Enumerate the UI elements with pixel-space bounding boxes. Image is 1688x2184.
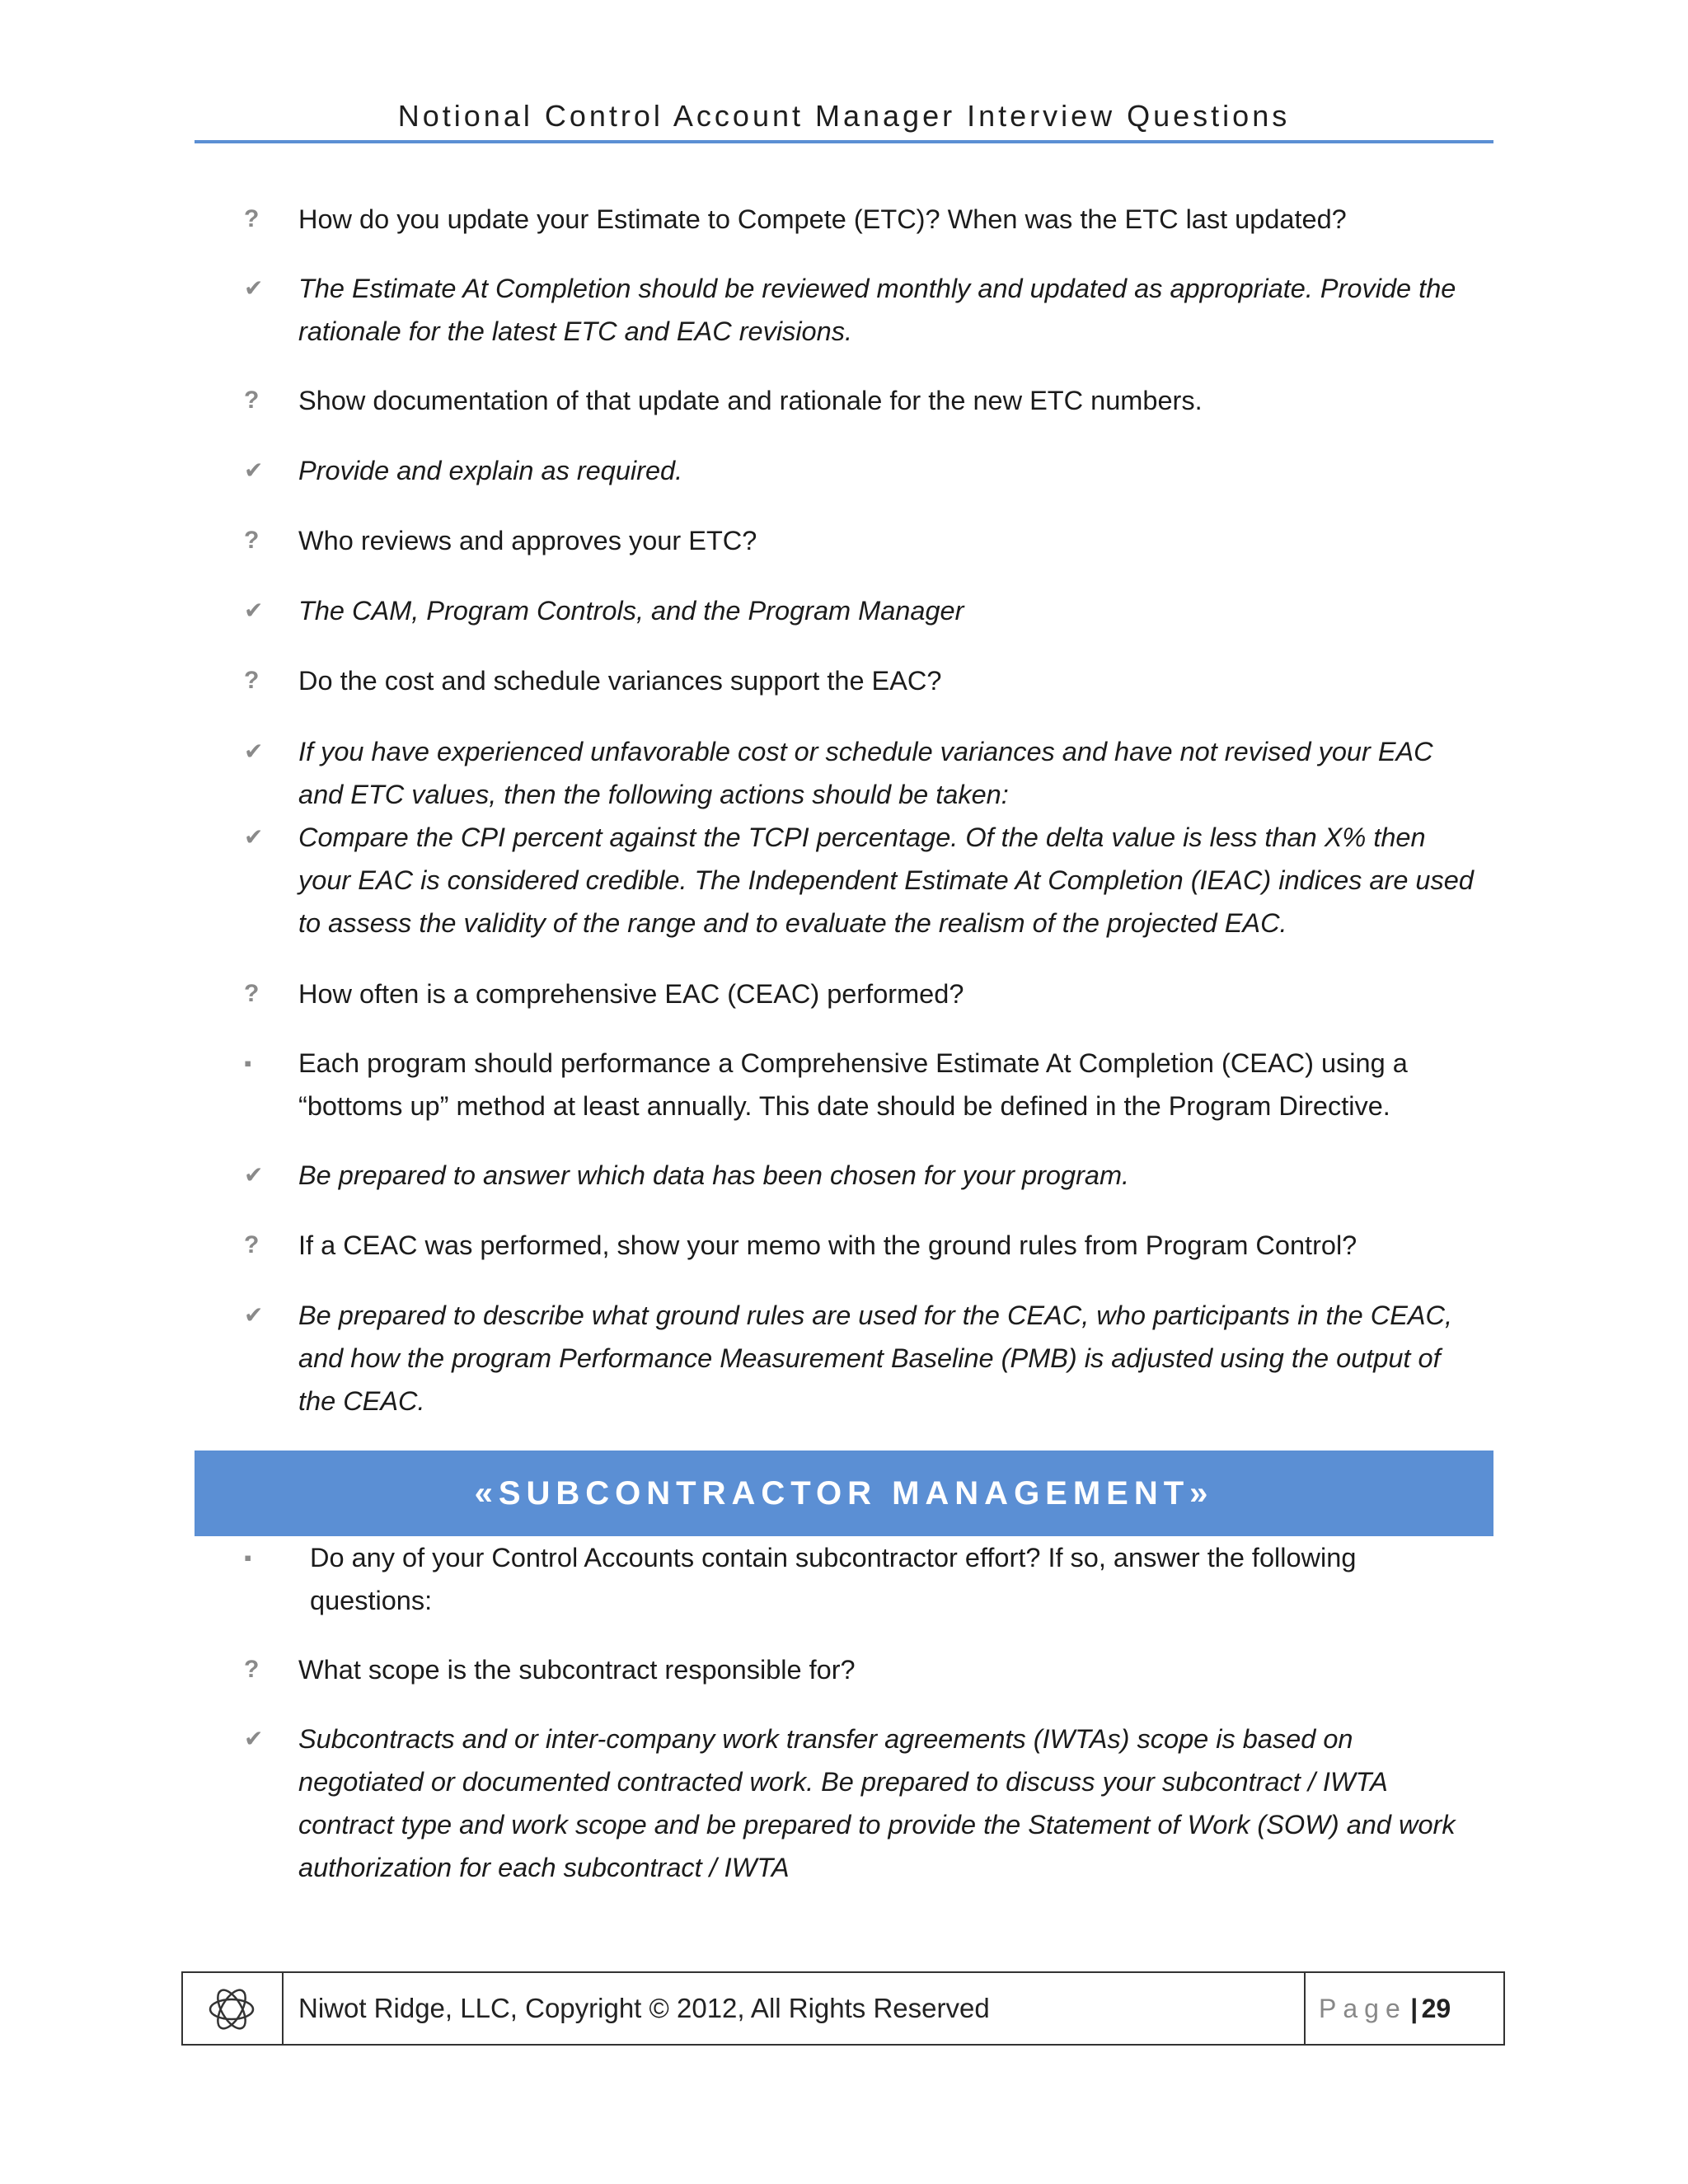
bullet-text: Do any of your Control Accounts contain subcontractor effort? If so, answer the following questions: bbox=[310, 1543, 1357, 1615]
question-mark-icon: ? bbox=[244, 667, 260, 694]
bullet-text: Each program should performance a Comprehensive Estimate At Completion (CEAC) using a “bottoms up” method at least annually. This date should be defined in the Program Directive. bbox=[298, 1048, 1408, 1121]
question-text: What scope is the subcontract responsible for? bbox=[298, 1655, 856, 1685]
footer-copyright: Niwot Ridge, LLC, Copyright © 2012, All Rights Reserved bbox=[298, 1993, 990, 2023]
answer-item bbox=[195, 449, 1493, 492]
check-icon: ✔ bbox=[244, 824, 264, 850]
question-mark-icon: ? bbox=[244, 1231, 260, 1258]
check-icon: ✔ bbox=[244, 457, 264, 483]
answer-item bbox=[195, 816, 1493, 944]
header-divider bbox=[195, 140, 1493, 143]
page-footer bbox=[181, 1971, 1505, 2046]
check-icon: ✔ bbox=[244, 275, 264, 301]
check-icon: ✔ bbox=[244, 1726, 264, 1751]
page-indicator bbox=[1304, 1973, 1505, 2044]
answer-text: Compare the CPI percent against the TCPI percentage. Of the delta value is less than X% then your EAC is considered credible. The Independent Estimate At Completion (IEAC) indices are used to assess the validity of the range and to evaluate the realism of the projected EAC. bbox=[298, 823, 1474, 938]
question-item bbox=[195, 379, 1493, 422]
question-item bbox=[195, 519, 1493, 562]
answer-text: The CAM, Program Controls, and the Program Manager bbox=[298, 596, 964, 626]
bullet-item bbox=[195, 1536, 1493, 1622]
check-icon: ✔ bbox=[244, 1302, 264, 1328]
bullet-item bbox=[195, 1042, 1493, 1127]
question-item bbox=[195, 972, 1493, 1015]
page-label: Page bbox=[1319, 1994, 1407, 2023]
question-text: If a CEAC was performed, show your memo with the ground rules from Program Control? bbox=[298, 1230, 1357, 1260]
question-mark-icon: ? bbox=[244, 1656, 260, 1683]
answer-item bbox=[195, 589, 1493, 632]
answer-text: If you have experienced unfavorable cost or schedule variances and have not revised your EAC and ETC values, then the following actions should be taken: bbox=[298, 737, 1433, 809]
answer-text: The Estimate At Completion should be reviewed monthly and updated as appropriate. Provide the rationale for the latest ETC and EAC revisions. bbox=[298, 274, 1456, 346]
answer-text: Provide and explain as required. bbox=[298, 456, 683, 485]
question-item bbox=[195, 1224, 1493, 1267]
square-bullet-icon: ▪ bbox=[244, 1051, 252, 1076]
question-item bbox=[195, 198, 1493, 241]
question-mark-icon: ? bbox=[244, 387, 260, 414]
question-text: Who reviews and approves your ETC? bbox=[298, 526, 757, 555]
question-mark-icon: ? bbox=[244, 980, 260, 1007]
answer-text: Be prepared to answer which data has been chosen for your program. bbox=[298, 1160, 1130, 1190]
question-mark-icon: ? bbox=[244, 205, 260, 232]
answer-text: Be prepared to describe what ground rules are used for the CEAC, who participants in the CEAC, and how the program Performance Measurement Baseline (PMB) is adjusted using the output of the CEAC. bbox=[298, 1301, 1453, 1416]
check-icon: ✔ bbox=[244, 1162, 264, 1188]
question-text: How often is a comprehensive EAC (CEAC) performed? bbox=[298, 979, 964, 1009]
check-icon: ✔ bbox=[244, 738, 264, 764]
answer-item bbox=[195, 1294, 1493, 1422]
answer-item bbox=[195, 1718, 1493, 1889]
answer-item bbox=[195, 730, 1493, 816]
check-icon: ✔ bbox=[244, 598, 264, 623]
answer-item bbox=[195, 1154, 1493, 1197]
answer-item bbox=[195, 267, 1493, 353]
interlocking-rings-logo-icon bbox=[183, 1973, 284, 2044]
question-text: How do you update your Estimate to Compete (ETC)? When was the ETC last updated? bbox=[298, 204, 1347, 234]
page-separator: | bbox=[1410, 1994, 1418, 2023]
answer-text: Subcontracts and or inter-company work transfer agreements (IWTAs) scope is based on negotiated or documented contracted work. Be prepared to discuss your subcontract / IWTA contract type and work scope and be prepared to provide the Statement of Work (SOW) and work authorization for each subcontract / IWTA bbox=[298, 1724, 1456, 1882]
question-text: Do the cost and schedule variances support the EAC? bbox=[298, 666, 942, 696]
question-text: Show documentation of that update and rationale for the new ETC numbers. bbox=[298, 386, 1203, 415]
page-header-title: Notional Control Account Manager Interview Questions bbox=[397, 99, 1291, 133]
square-bullet-icon: ▪ bbox=[244, 1545, 252, 1570]
page-number: 29 bbox=[1421, 1994, 1451, 2023]
question-item bbox=[195, 659, 1493, 702]
section-banner: «SUBCONTRACTOR MANAGEMENT» bbox=[195, 1451, 1493, 1536]
question-item bbox=[195, 1648, 1493, 1691]
question-mark-icon: ? bbox=[244, 527, 260, 554]
